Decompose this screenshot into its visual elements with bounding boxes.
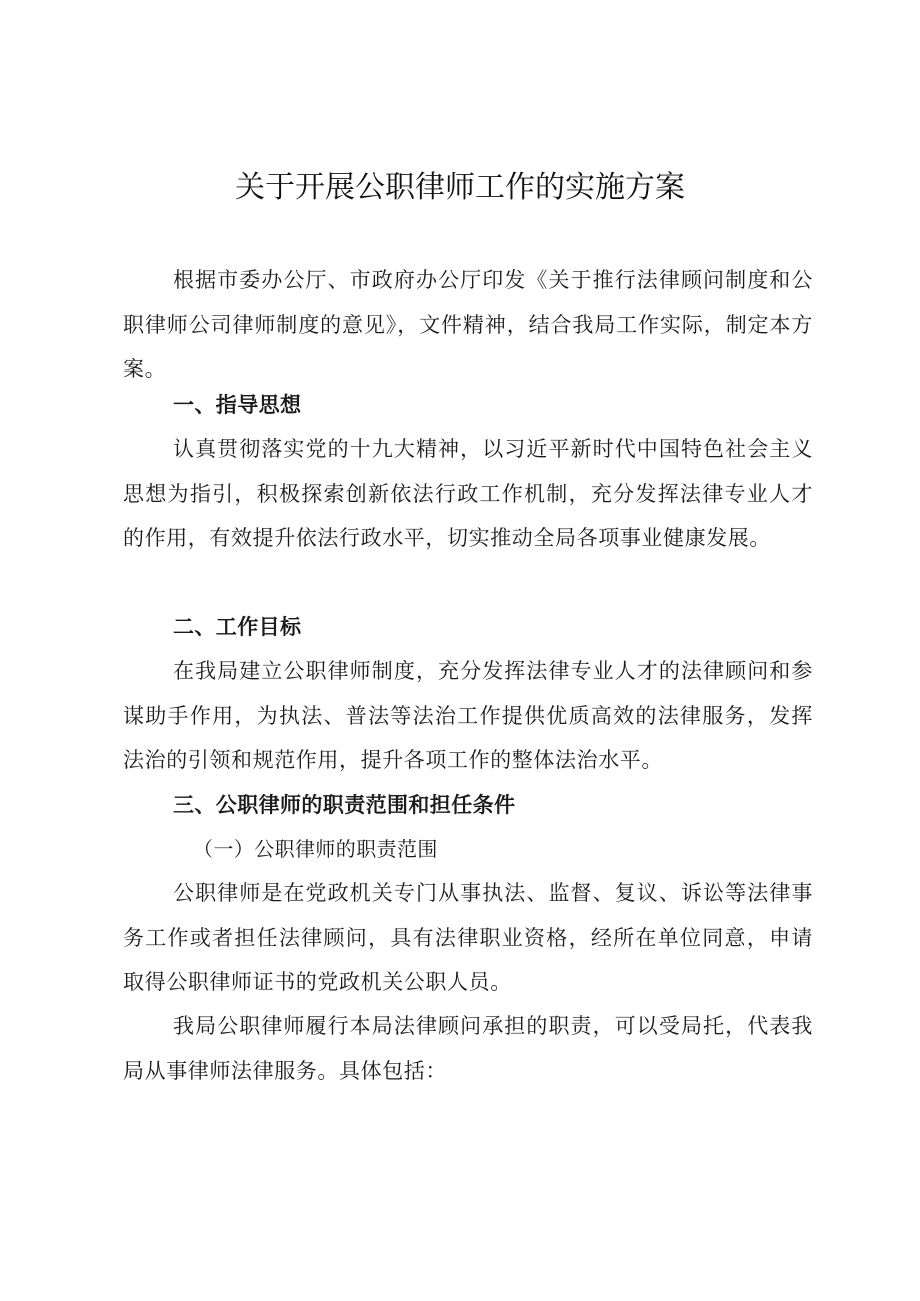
guiding-ideology-paragraph: 认真贯彻落实党的十九大精神，以习近平新时代中国特色社会主义思想为指引，积极探索创新依法行政工作机制，充分发挥法律专业人才的作用，有效提升依法行政水平，切实推动全局各项事业健康发展。 (123, 437, 813, 550)
subsection-heading-duties-scope: （一）公职律师的职责范围 (193, 837, 438, 861)
section-heading-guiding-ideology: 一、指导思想 (173, 393, 302, 417)
section-heading-duties-and-conditions: 三、公职律师的职责范围和担任条件 (173, 793, 516, 817)
intro-paragraph: 根据市委办公厅、市政府办公厅印发《关于推行法律顾问制度和公职律师公司律师制度的意见》，文件精神，结合我局工作实际，制定本方案。 (123, 268, 813, 381)
work-goals-paragraph: 在我局建立公职律师制度，充分发挥法律专业人才的法律顾问和参谋助手作用，为执法、普法等法治工作提供优质高效的法律服务，发挥法治的引领和规范作用，提升各项工作的整体法治水平。 (123, 659, 813, 772)
duties-definition-paragraph: 公职律师是在党政机关专门从事执法、监督、复议、诉讼等法律事务工作或者担任法律顾问，具有法律职业资格，经所在单位同意，申请取得公职律师证书的党政机关公职人员。 (123, 881, 813, 994)
document-title: 关于开展公职律师工作的实施方案 (235, 170, 685, 205)
section-heading-work-goals: 二、工作目标 (173, 615, 302, 639)
duties-specifics-paragraph: 我局公职律师履行本局法律顾问承担的职责，可以受局托，代表我局从事律师法律服务。具体包括： (123, 1014, 813, 1083)
